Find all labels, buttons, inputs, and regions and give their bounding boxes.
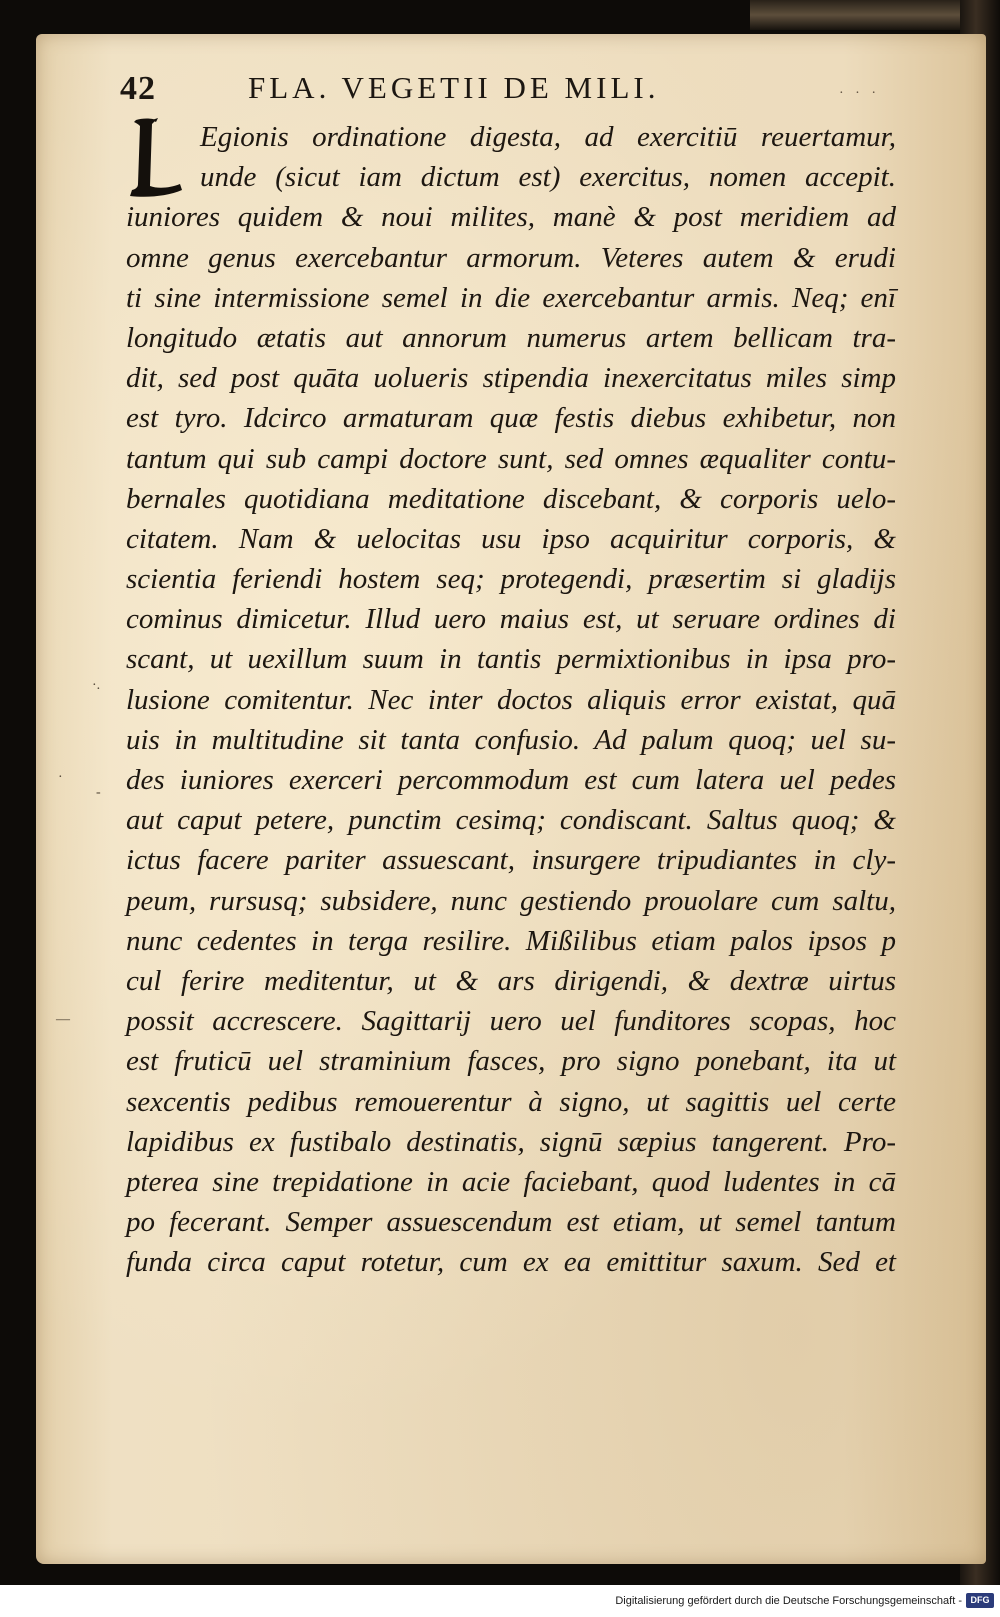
text-line: peum, rursusq; subsidere, nunc gestiendo prouolare cum saltu, xyxy=(126,884,896,917)
text-line: ti sine intermissione semel in die exercebantur armis. Neq; enī xyxy=(126,281,896,314)
text-line: tantum qui sub campi doctore sunt, sed omnes æqualiter contu- xyxy=(126,442,896,475)
text-line: cul ferire meditentur, ut & ars dirigendi, & dextræ uirtus xyxy=(126,964,896,997)
book-binding-top xyxy=(750,0,980,30)
text-line: citatem. Nam & uelocitas usu ipso acquiritur corporis, & xyxy=(126,522,896,555)
text-line: bernales quotidiana meditatione discebant, & corporis uelo- xyxy=(126,482,896,515)
running-title: FLA. VEGETII DE MILI. xyxy=(248,70,660,105)
page-number: 42 xyxy=(120,70,156,107)
running-head xyxy=(120,68,880,112)
text-line: dit, sed post quāta uolueris stipendia inexercitatus miles simp xyxy=(126,362,896,395)
funding-credit: Digitalisierung gefördert durch die Deutsche Forschungsgemeinschaft - xyxy=(615,1595,962,1607)
text-line: uis in multitudine sit tanta confusio. Ad palum quoq; uel su- xyxy=(126,723,896,756)
margin-mark: — xyxy=(56,1012,70,1027)
main-text-block xyxy=(126,117,896,1282)
text-line: iuniores quidem & noui milites, manè & post meridiem ad xyxy=(126,201,896,234)
text-line: est tyro. Idcirco armaturam quæ festis diebus exhibetur, non xyxy=(126,402,896,435)
text-line: pterea sine trepidatione in acie faciebant, quod ludentes in cā xyxy=(126,1165,896,1198)
text-line: possit accrescere. Sagittarij uero uel funditores scopas, hoc xyxy=(126,1005,896,1038)
text-line: lapidibus ex fustibalo destinatis, signū sæpius tangerent. Pro- xyxy=(126,1125,896,1158)
margin-mark: ·. xyxy=(92,678,101,693)
text-line: est fruticū uel straminium fasces, pro signo ponebant, ita ut xyxy=(126,1045,896,1078)
header-ornament: · · · xyxy=(839,86,880,101)
text-line: cominus dimicetur. Illud uero maius est, ut seruare ordines di xyxy=(126,603,896,636)
digitization-footer xyxy=(0,1588,1000,1617)
text-line: scant, ut uexillum suum in tantis permixtionibus in ipsa pro- xyxy=(126,643,896,676)
text-line: aut caput petere, punctim cesimq; condiscant. Saltus quoq; & xyxy=(126,804,896,837)
text-line: nunc cedentes in terga resilire. Mißilibus etiam palos ipsos p xyxy=(126,924,896,957)
margin-mark: - xyxy=(96,785,101,800)
margin-mark: · xyxy=(58,770,63,785)
text-line: ictus facere pariter assuescant, insurgere tripudiantes in cly- xyxy=(126,844,896,877)
text-line: Egionis ordinatione digesta, ad exercitiū reuertamur, xyxy=(200,121,896,153)
dfg-logo: DFG xyxy=(966,1593,994,1608)
text-line: omne genus exercebantur armorum. Veteres autem & erudi xyxy=(126,241,896,274)
text-line: des iuniores exerceri percommodum est cum latera uel pedes xyxy=(126,764,896,796)
text-line: lusione comitentur. Nec inter doctos aliquis error existat, quā xyxy=(126,683,896,716)
text-line: unde (sicut iam dictum est) exercitus, nomen accepit. xyxy=(200,161,896,194)
text-line: funda circa caput rotetur, cum ex ea emittitur saxum. Sed et xyxy=(126,1246,896,1279)
text-line: sexcentis pedibus remouerentur à signo, ut sagittis uel certe xyxy=(126,1085,896,1118)
text-line: longitudo ætatis aut annorum numerus artem bellicam tra- xyxy=(126,321,896,354)
text-line: po fecerant. Semper assuescendum est etiam, ut semel tantum xyxy=(126,1206,896,1239)
text-line: scientia feriendi hostem seq; protegendi, præsertim si gladijs xyxy=(126,563,896,596)
